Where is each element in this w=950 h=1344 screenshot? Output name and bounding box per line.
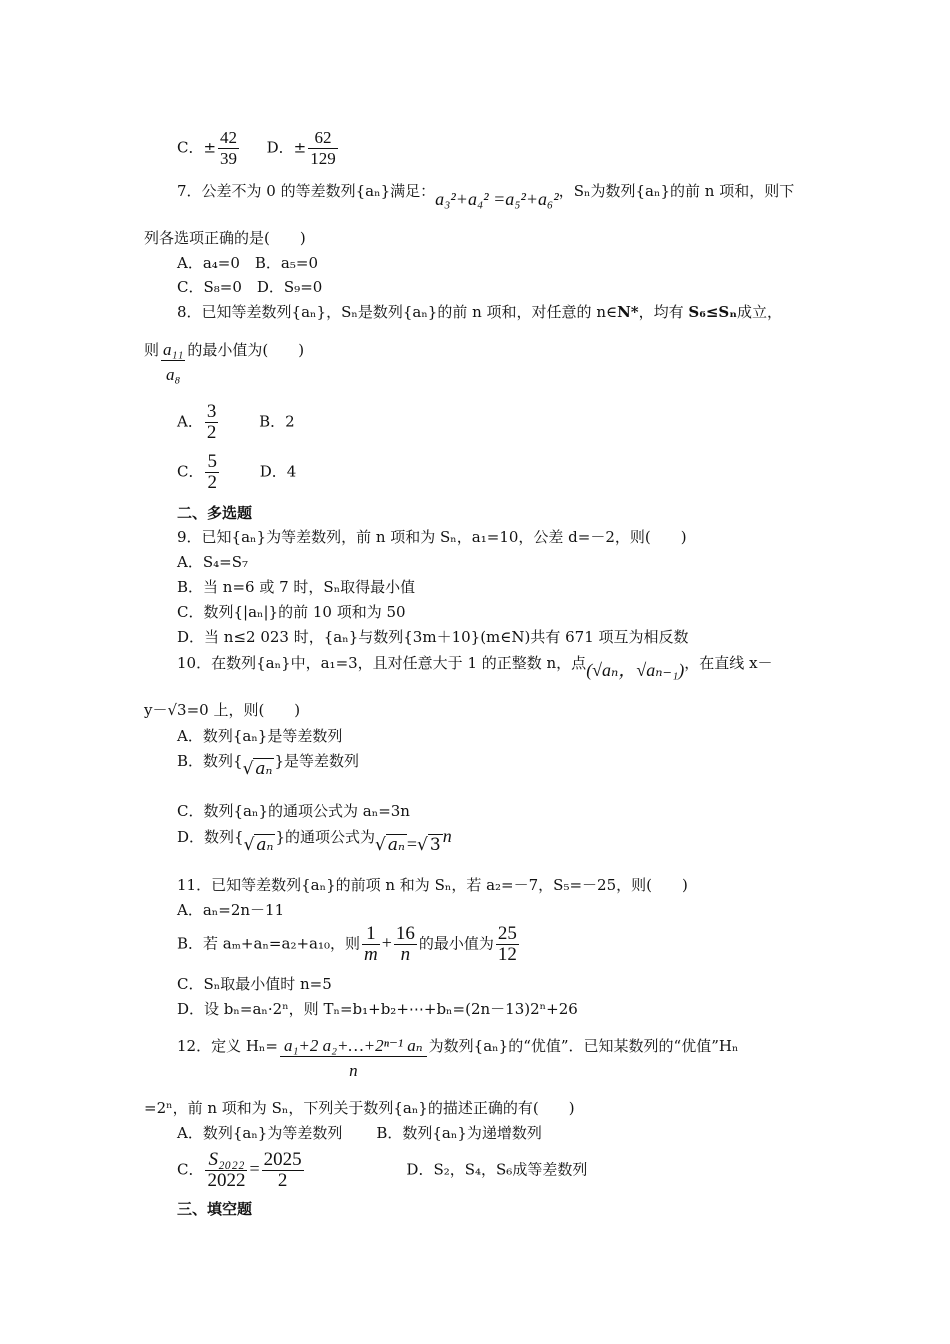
q10-option-d: D．数列{√ aₙ }的通项公式为√ aₙ =√ 3 n [177,826,452,855]
q7-equation: a₃²+a₄² =a₅²+a₆² [435,189,559,209]
q10-d-radical-lhs: √ aₙ [375,835,405,855]
q12-options-cd: C． $\frac{\text{S₂₀₂₂}}{2022}$ = $\frac{2025}{2}$ D．S₂，S₄，S₆成等差数列 [177,1149,588,1191]
q12-stem: 12．定义 Hₙ= $\frac{\text{a₁+2 a₂+…+2ⁿ⁻¹ aₙ}}{n}$ 为数列{aₙ}的“优值”．已知某数列的“优值”Hₙ [177,1036,739,1080]
q12-h-fraction: $\frac{\text{a₁+2 a₂+…+2ⁿ⁻¹ aₙ}}{n}$ [280,1036,427,1081]
q8-options-ab: A． $\frac{3}{2}$ B．2 [177,401,295,443]
q9-option-b: B．当 n=6 或 7 时，Sₙ取得最小值 [177,578,416,596]
q11-b-fraction-3: $\frac{25}{12}$ [497,923,517,965]
q10-d-radical: √ aₙ [243,835,274,855]
q9-option-d: D．当 n≤2 023 时，{aₙ}与数列{3m＋10}(m∈N)共有 671 项互为相反数 [177,628,689,646]
q7-options-ab: A．a₄=0 B．a₅=0 [177,254,318,272]
q11-option-c: C．Sₙ取最小值时 n=5 [177,975,332,993]
q7-stem-cont: 列各选项正确的是( ) [144,229,306,247]
q10-b-radical: √ aₙ [242,759,273,779]
q8-ratio-fraction: $\frac{\text{a₁₁}}{\text{a₈}}$ [163,340,184,384]
q10-d-radical-rhs: √ 3 [417,835,441,855]
q9-option-c: C．数列{|aₙ|}的前 10 项和为 50 [177,603,406,621]
q8-stem: 8．已知等差数列{aₙ}，Sₙ是数列{aₙ}的前 n 项和，对任意的 n∈N*，均有 S₆≤Sₙ成立， [177,303,783,321]
q10-point: (√aₙ，√aₙ₋₁) [586,660,685,680]
q8-stem-cont: 则 $\frac{\text{a₁₁}}{\text{a₈}}$ 的最小值为( ) [144,340,305,384]
q12-options-ab: A．数列{aₙ}为等差数列 B．数列{aₙ}为递增数列 [177,1124,542,1142]
q6-c-fraction: $\frac{42}{39}$ [220,128,238,168]
q10-option-b: B．数列{√ aₙ }是等差数列 [177,752,359,779]
q8-a-fraction: $\frac{3}{2}$ [206,401,217,443]
q10-stem-cont: y－√3=0 上，则( ) [144,701,301,719]
q7-options-cd: C．S₈=0 D．S₉=0 [177,278,323,296]
q8-options-cd: C． $\frac{5}{2}$ D．4 [177,451,297,493]
q6-d-fraction: $\frac{62}{129}$ [310,128,336,168]
q8-c-fraction: $\frac{5}{2}$ [207,451,217,493]
q10-stem: 10．在数列{aₙ}中，a₁=3，且对任意大于 1 的正整数 n，点(√aₙ，√aₙ₋₁)，在直线 x－ [177,654,773,680]
q10-option-c: C．数列{aₙ}的通项公式为 aₙ=3n [177,802,410,820]
q12-stem-cont: =2ⁿ，前 n 项和为 Sₙ，下列关于数列{aₙ}的描述正确的有( ) [144,1099,575,1117]
q11-option-b: B．若 aₘ+aₙ=a₂+a₁₀，则 $\frac{1}{m}$ + $\frac{16}{n}$ 的最小值为 $\frac{25}{12}$ [177,923,517,965]
q12-c-fraction-lhs: $\frac{\text{S₂₀₂₂}}{2022}$ [207,1149,246,1191]
q7-stem: 7．公差不为 0 的等差数列{aₙ}满足：a₃²+a₄² =a₅²+a₆²，Sₙ为数列{aₙ}的前 n 项和，则下 [177,182,795,209]
q6-options-cd: C．± $\frac{42}{39}$ D．± $\frac{62}{129}$ [177,128,336,168]
q11-option-a: A．aₙ=2n－11 [177,901,285,919]
q11-option-d: D．设 bₙ=aₙ·2ⁿ，则 Tₙ=b₁+b₂+⋯+bₙ=(2n－13)2ⁿ+26 [177,1000,578,1018]
section-heading-multiple-choice: 二、多选题 [177,504,253,522]
q9-stem: 9．已知{aₙ}为等差数列，前 n 项和为 Sₙ，a₁=10，公差 d=－2，则( ) [177,528,687,546]
section-heading-fill-in: 三、填空题 [177,1200,253,1218]
q11-b-fraction-2: $\frac{16}{n}$ [395,923,415,965]
q11-b-fraction-1: $\frac{1}{m}$ [364,923,378,965]
q10-option-a: A．数列{aₙ}是等差数列 [177,727,343,745]
q11-stem: 11．已知等差数列{aₙ}的前项 n 和为 Sₙ，若 a₂=－7，S₅=－25，则( ) [177,876,688,894]
q12-c-fraction-rhs: $\frac{2025}{2}$ [263,1149,302,1191]
q9-option-a: A．S₄=S₇ [177,553,248,571]
